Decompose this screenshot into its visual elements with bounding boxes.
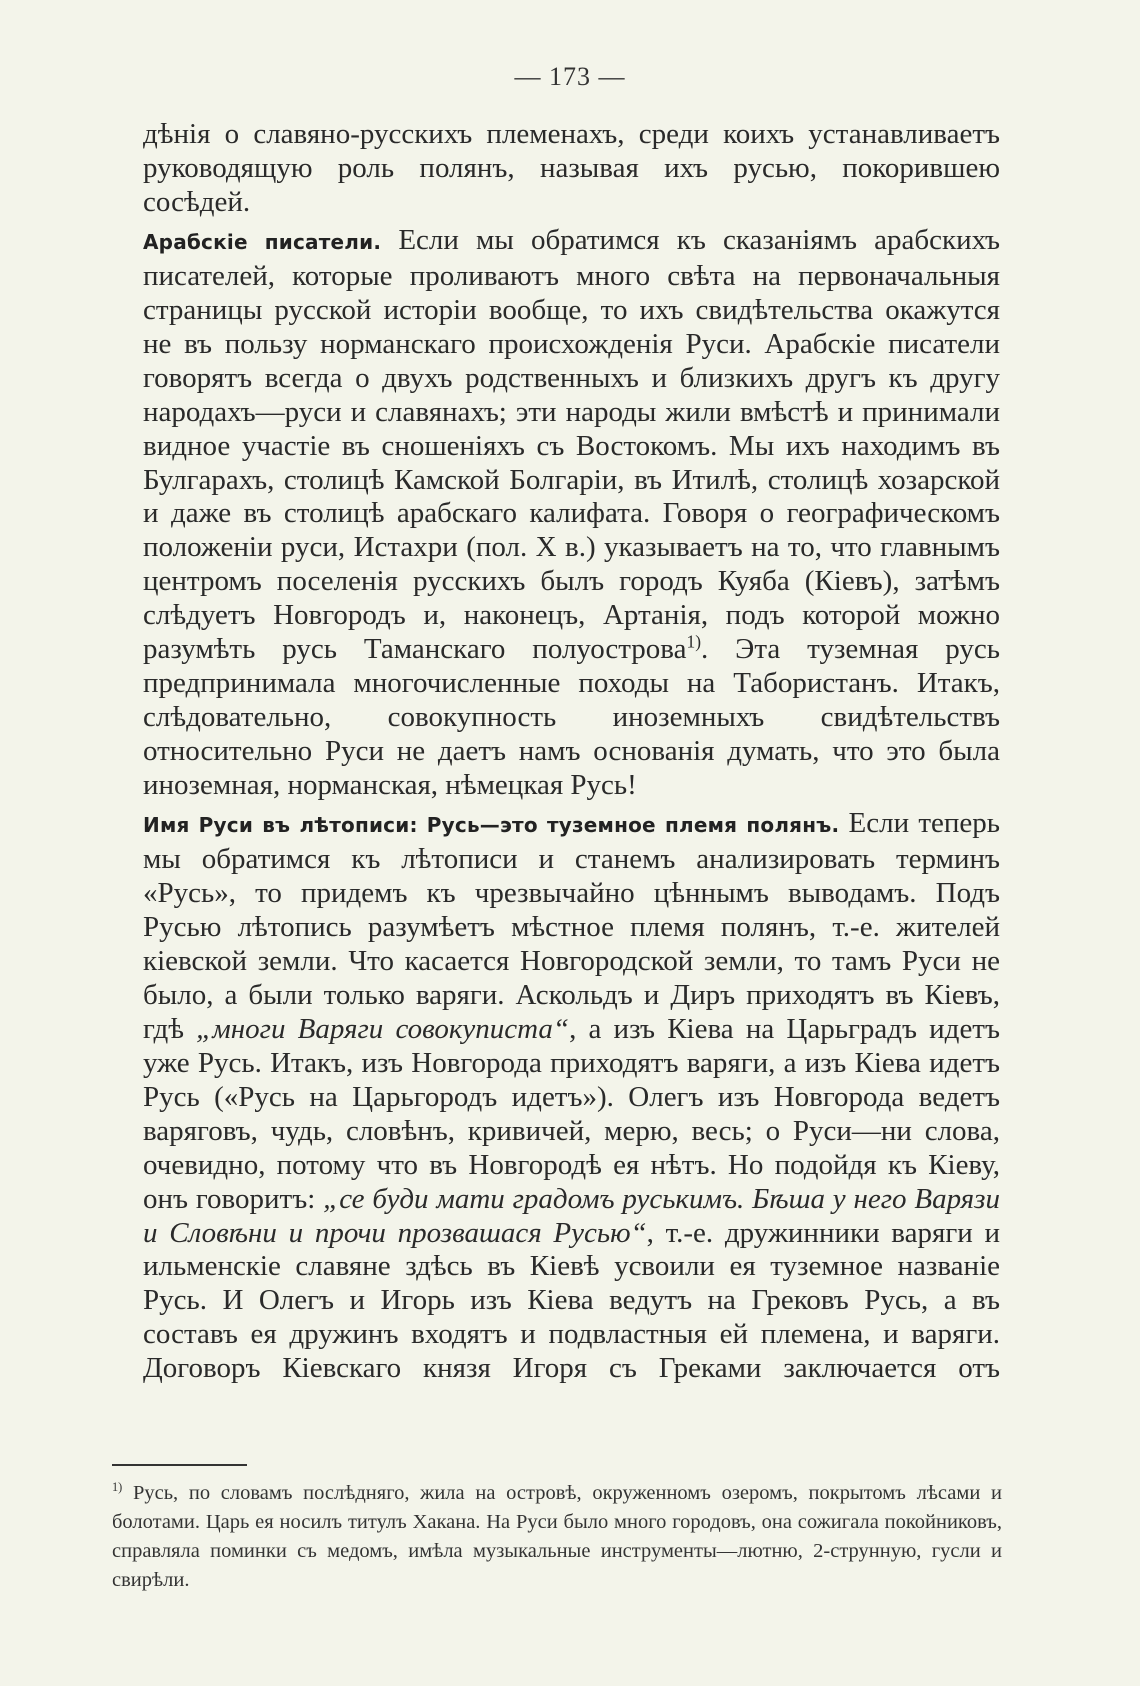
section-heading-arab-writers: Арабскіе писатели. [143, 229, 382, 254]
paragraph-text: , а изъ Кіева на Царьградъ идетъ уже Русь. Итакъ, изъ Новгорода приходятъ варяги, а изъ Кіева идетъ Русь («Русь на Царьгородъ идетъ»). Олегъ изъ Новгорода ведетъ варяговъ, чудь, словѣнъ, кривичей, мерю, весь; о Руси—ни слова, очевидно, потому что въ Новгородѣ ея нѣтъ. Но подойдя къ Кіеву, онъ говоритъ: [143, 1012, 1000, 1215]
footnote [112, 1479, 1002, 1595]
footnote-marker: 1) [112, 1480, 123, 1495]
chronicle-quote: „многи Варяги совокуписта“ [196, 1012, 570, 1045]
paragraph-arab-writers [143, 224, 1000, 803]
paragraph-text: , т.-е. дружинники варяги и ильменскіе славяне здѣсь въ Кіевѣ усвоили ея туземное названіе Русь. И Олегъ и Игорь изъ Кіева ведутъ на Грековъ Русь, а въ составъ ея дружинъ входятъ и подвластныя ей племена, и варяги. Договоръ Кіевскаго князя Игоря съ Греками заключается отъ [143, 1216, 1000, 1385]
page-number: — 173 — [514, 62, 626, 91]
footnote-text [112, 1479, 1002, 1595]
paragraph-text: . Эта туземная русь предпринимала многочисленные походы на Табористанъ. Итакъ, слѣдовательно, совокупность иноземныхъ свидѣтельствъ относительно Руси не даетъ намъ основанія думать, что это была иноземная, норманская, нѣмецкая Русь! [143, 633, 1000, 802]
section-heading-name-rus: Имя Руси въ лѣтописи: Русь—это туземное племя полянъ. [143, 813, 840, 838]
paragraph-text: Если мы обратимся къ сказаніямъ арабскихъ писателей, которые проливаютъ много свѣта на первоначальныя страницы русской исторіи вообще, то ихъ свидѣтельства окажутся не въ пользу норманскаго происхожденія Руси. Арабскіе писатели говорятъ всегда о двухъ родственныхъ и близкихъ другъ къ другу народахъ—руси и славянахъ; эти народы жили вмѣстѣ и принимали видное участіе въ сношеніяхъ съ Востокомъ. Мы ихъ находимъ въ Булгарахъ, столицѣ Камской Болгаріи, въ Итилѣ, столицѣ хозарской и даже въ столицѣ арабскаго калифата. Говоря о географическомъ положеніи руси, Истахри (пол. X в.) указываетъ на то, что главнымъ центромъ поселенія русскихъ былъ городъ Куяба (Кіевъ), затѣмъ слѣдуетъ Новгородъ и, наконецъ, Артанія, подъ которой можно разумѣть русь Таманскаго полуострова [143, 223, 1000, 666]
paragraph-text: Если теперь мы обратимся къ лѣтописи и станемъ анализировать терминъ «Русь», то придемъ къ чрезвычайно цѣннымъ выводамъ. Подъ Русью лѣтопись разумѣетъ мѣстное племя полянъ, т.-е. жителей кіевской земли. Что касается Новгородской земли, то тамъ Руси не было, а были только варяги. Аскольдъ и Диръ приходятъ въ Кіевъ, гдѣ [143, 807, 1000, 1045]
footnote-body: Русь, по словамъ послѣдняго, жила на островѣ, окруженномъ озеромъ, покрытомъ лѣсами и болотами. Царь ея носилъ титулъ Хакана. На Руси было много городовъ, она сожигала покойниковъ, справляла поминки съ медомъ, имѣла музыкальные инструменты—лютню, 2-струнную, гусли и свирѣли. [112, 1482, 1002, 1591]
paragraph-text: дѣнія о славяно-русскихъ племенахъ, среди коихъ устанавливаетъ руководящую роль полянъ, называя ихъ русью, покорившею сосѣдей. [143, 118, 1000, 218]
paragraph-continuation [143, 118, 1000, 220]
chronicle-quote: „се буди мати градомъ руськимъ. Бѣша у него Варязи и Словѣни и прочи прозвашася Русью“ [143, 1182, 1000, 1249]
paragraph-name-rus [143, 807, 1000, 1386]
body-text [143, 118, 1000, 1390]
footnote-reference[interactable]: 1) [686, 631, 701, 652]
footnote-divider [112, 1464, 247, 1466]
